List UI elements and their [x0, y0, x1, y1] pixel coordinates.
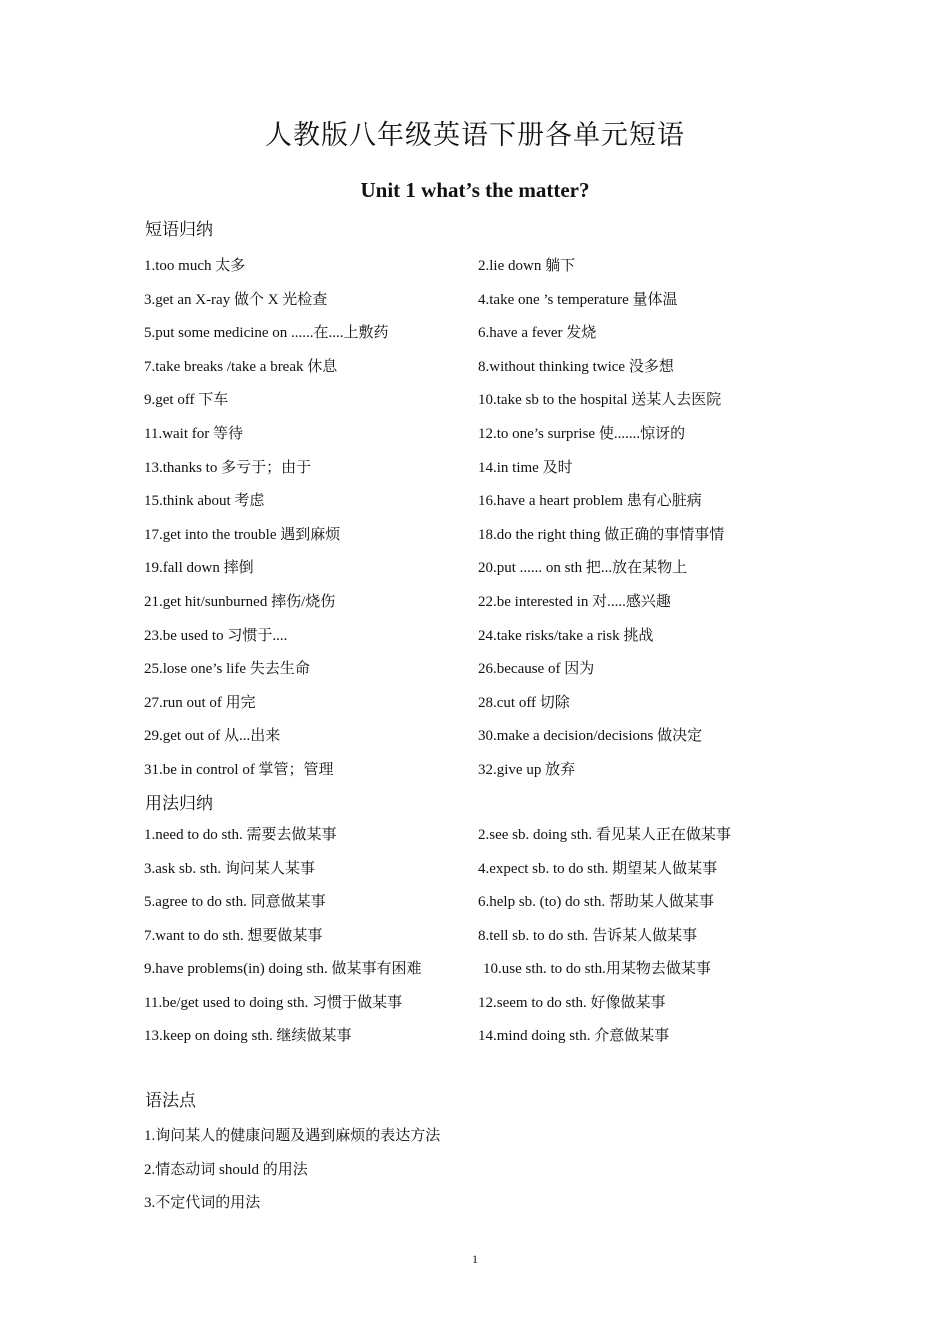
phrase-left: 9.get off 下车 [144, 392, 229, 409]
usage-right: 4.expect sb. to do sth. 期望某人做某事 [478, 860, 718, 877]
phrase-row [0, 523, 950, 547]
phrase-right: 28.cut off 切除 [478, 694, 570, 711]
usage-left: 3.ask sb. sth. 询问某人某事 [144, 860, 315, 877]
phrase-right: 2.lie down 躺下 [478, 258, 576, 274]
phrase-right: 4.take one ’s temperature 量体温 [478, 291, 678, 308]
phrase-row [0, 288, 950, 312]
phrase-right: 30.make a decision/decisions 做决定 [478, 728, 703, 745]
usage-right: 12.seem to do sth. 好像做某事 [478, 994, 666, 1011]
grammar-item: 3.不定代词的用法 [144, 1195, 261, 1211]
usage-row [0, 957, 950, 981]
phrase-right: 8.without thinking twice 没多想 [478, 358, 674, 375]
phrase-row [0, 489, 950, 513]
phrase-left: 29.get out of 从...出来 [144, 728, 281, 745]
usage-left: 1.need to do sth. 需要去做某事 [144, 827, 337, 843]
phrase-right: 20.put ...... on sth 把...放在某物上 [478, 560, 688, 577]
usage-row [0, 991, 950, 1015]
document-title: 人教版八年级英语下册各单元短语 [265, 120, 685, 151]
unit-title: Unit 1 what’s the matter? [360, 178, 590, 202]
phrase-row [0, 758, 950, 782]
grammar-item: 2.情态动词 should 的用法 [144, 1162, 308, 1178]
phrase-row [0, 355, 950, 379]
phrase-left: 11.wait for 等待 [144, 426, 244, 442]
phrase-row [0, 388, 950, 412]
phrase-right: 18.do the right thing 做正确的事情事情 [478, 526, 725, 543]
phrase-right: 22.be interested in 对.....感兴趣 [478, 594, 671, 610]
phrase-row [0, 254, 950, 278]
usage-left: 7.want to do sth. 想要做某事 [144, 927, 323, 944]
usage-left: 9.have problems(in) doing sth. 做某事有困难 [144, 961, 422, 977]
phrase-right: 16.have a heart problem 患有心脏病 [478, 493, 702, 510]
usage-row [0, 823, 950, 847]
phrase-right: 26.because of 因为 [478, 661, 595, 678]
usage-right: 6.help sb. (to) do sth. 帮助某人做某事 [478, 894, 714, 910]
phrase-left: 13.thanks to 多亏于；由于 [144, 459, 312, 476]
phrase-left: 15.think about 考虑 [144, 493, 265, 510]
phrase-left: 27.run out of 用完 [144, 694, 256, 711]
phrase-row [0, 691, 950, 715]
phrase-row [0, 657, 950, 681]
phrase-row [0, 321, 950, 345]
usage-row [0, 924, 950, 948]
phrase-left: 1.too much 太多 [144, 258, 246, 274]
usage-left: 13.keep on doing sth. 继续做某事 [144, 1028, 352, 1044]
usage-row [0, 857, 950, 881]
phrase-row [0, 590, 950, 614]
usage-right: 8.tell sb. to do sth. 告诉某人做某事 [478, 927, 698, 944]
phrase-left: 23.be used to 习惯于.... [144, 627, 288, 644]
usage-row [0, 890, 950, 914]
usage-left: 11.be/get used to doing sth. 习惯于做某事 [144, 994, 403, 1011]
phrase-left: 21.get hit/sunburned 摔伤/烧伤 [144, 594, 336, 610]
usage-right: 10.use sth. to do sth.用某物去做某事 [483, 961, 711, 977]
phrase-right: 10.take sb to the hospital 送某人去医院 [478, 392, 722, 409]
usage-right: 14.mind doing sth. 介意做某事 [478, 1028, 670, 1044]
phrase-right: 24.take risks/take a risk 挑战 [478, 627, 654, 644]
phrase-right: 32.give up 放弃 [478, 762, 576, 778]
phrase-row [0, 556, 950, 580]
phrase-left: 25.lose one’s life 失去生命 [144, 661, 310, 678]
grammar-heading: 语法点 [145, 1091, 196, 1111]
usage-row [0, 1024, 950, 1048]
phrase-right: 12.to one’s surprise 使.......惊讶的 [478, 426, 686, 442]
phrase-left: 7.take breaks /take a break 休息 [144, 358, 338, 375]
phrase-left: 31.be in control of 掌管；管理 [144, 762, 334, 778]
phrase-row [0, 456, 950, 480]
page-number: 1 [472, 1252, 478, 1266]
phrase-right: 14.in time 及时 [478, 459, 573, 476]
phrase-row [0, 724, 950, 748]
usage-right: 2.see sb. doing sth. 看见某人正在做某事 [478, 827, 731, 843]
usage-heading: 用法归纳 [145, 794, 213, 814]
grammar-item: 1.询问某人的健康问题及遇到麻烦的表达方法 [144, 1128, 441, 1144]
phrase-left: 3.get an X-ray 做个 X 光检查 [144, 291, 328, 308]
phrase-left: 17.get into the trouble 遇到麻烦 [144, 526, 341, 543]
usage-left: 5.agree to do sth. 同意做某事 [144, 894, 326, 910]
phrase-right: 6.have a fever 发烧 [478, 325, 597, 342]
phrase-row [0, 624, 950, 648]
phrase-left: 19.fall down 摔倒 [144, 560, 254, 577]
phrase-left: 5.put some medicine on ......在....上敷药 [144, 325, 389, 342]
phrase-row [0, 422, 950, 446]
phrases-heading: 短语归纳 [145, 220, 213, 240]
